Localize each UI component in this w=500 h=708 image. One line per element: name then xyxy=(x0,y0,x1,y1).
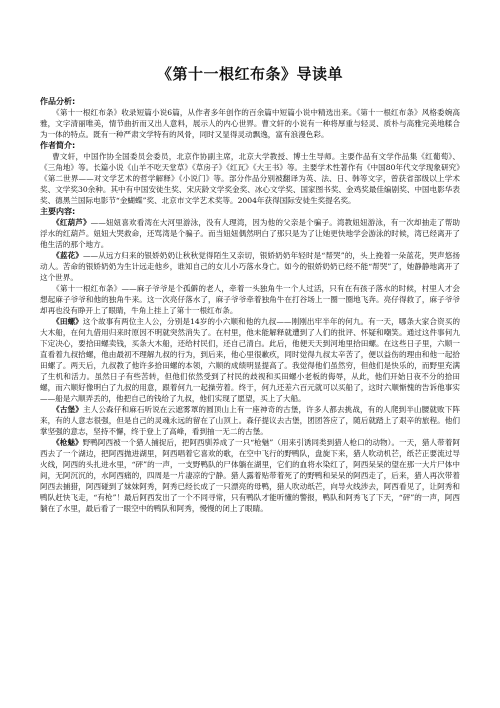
story-summary: ——妞妞喜欢看湾在大河里游泳，没有人理湾，因为他的父亲是个骗子。湾教妞妞游泳，有一次却抽走了帮助浮水的红葫芦。妞妞大哭救命，还骂湾是个骗子。而当妞妞偶然明白了那只是为了让她更快地学会游泳的时候，湾已经离开了他生活的那个地方。 xyxy=(40,218,460,249)
author-paragraph: 曹文轩，中国作协全国委员会委员，北京作协副主席，北京大学教授、博士生导师。主要作品有文学作品集《红葡萄》、《三角地》等。长篇小说《山羊不吃天堂草》《草房子》《红瓦》《大王书》等。主要学术性著作有《中国80年代文学现象研究》《第二世界——对文学艺术的哲学解释》《小说门》等。部分作品分别被翻译为英、法、日、韩等文字，曾获省部级以上学术奖、文学奖30余种。其中有中国安徒生奖、宋庆龄文学奖金奖、冰心文学奖、国家图书奖、金鸡奖最佳编剧奖、中国电影华表奖、德黑兰国际电影节“金蝴蝶”奖、北京市文学艺术奖等。2004年获得国际安徒生奖提名奖。 xyxy=(40,152,460,205)
story-summary: 野鸭阿西被一个猎人捕捉后，把阿西驯养成了一只“枪魅”（用来引诱同类到猎人枪口的动物）。一天，猎人带着阿西去了一个湖边，把阿西抛进湖里，阿西唱着它喜欢的歌，在空中飞行的野鸭队，盘旋下来，猎人吹动机芒，纸芒正要流过导火线，阿西的头扎进水里，“砰”的一声，一支野鸭队的尸体躺在湖里，它们的血将水染红了，阿西呆呆的望在那一大片尸体中间，无阿沉沉的，水阿西痛的，四周是一片凄凉的宁静。猎人露着贴带着死了的野鸭和呆呆的阿西走了，后来，猎人再次带着阿西去捕猎，阿西碰到了妹妹阿秀，阿秀已经长成了一只漂亮的母鸭，猎人吹动纸芒，向导火线涉去，阿西看见了，让阿秀和鸭队赶快飞走，“有枪”！最后阿西发出了一个不同寻常，只有鸭队才能听懂的警报，鸭队和阿秀飞了下天，“砰”的一声，阿西躺在了水里，最后看了一眼空中的鸭队和阿秀，慢慢的闭上了眼睛。 xyxy=(40,438,460,513)
document-title: 《第十一根红布条》导读单 xyxy=(156,65,343,83)
story-title: 《枪魅》 xyxy=(52,438,83,447)
story-title: 《古堡》 xyxy=(52,405,83,414)
story-ancient-castle xyxy=(40,404,460,437)
story-summary: 主人公森仔和麻石听说在云遮雾罩的圆顶山上有一座神奇的古堡，许多人都去挑战，有的人爬到半山腰就败下阵来，有的人意志很强，但是自己的灵魂永远的留在了山顶上。森仔提议去古堡，团团答应了，随后就踏上了艰辛的旅程。他们掌坚强的意志，坚持不懈，终于登上了高峰，看到抽一无二的古堡。 xyxy=(40,405,461,436)
story-title: 《田螺》 xyxy=(52,317,83,326)
story-gun-decoy xyxy=(40,437,460,514)
story-title: 《第十一根红布条》 xyxy=(52,284,122,293)
analysis-heading: 作品分析: xyxy=(40,97,76,106)
story-blue-flower xyxy=(40,250,460,283)
analysis-paragraph: 《第十一根红布条》收录短篇小说6篇，从作者多年创作的百余篇中短篇小说中精选出来。《第十一根红布条》风格委婉高雅，文字清丽唯美，情节曲折而又出人意料，展示人的内心世界。曹文轩的小说有一种将厚重与轻灵、质朴与高雅完美地糅合为一体的特点。既有一种严肃文学特有的风骨，同时又显得灵动飘逸，富有浪漫色彩。 xyxy=(40,108,460,139)
author-heading: 作者简介: xyxy=(40,141,76,150)
story-eleventh-red-cloth xyxy=(40,283,460,316)
content-heading: 主要内容: xyxy=(40,207,76,216)
story-summary: 这个故事有两位主人公，分别是14岁的小六顺和他的九叔——刚刚出牢半年的何九。有一天，哪条大家合资买的大木船，在何九借用归来时原因不明就突然消失了。在村里，他未能解释就遭到了人们的批评、怀疑和嘲笑。通过这件事何九下定决心，要拾田螺卖钱，买条大木船，还给村民们，还自己清白。此后，他便天天到河地里拾田螺。在这些日子里，六顺一直看着九叔拾螺，他由最初不理解九叔的行为，到后来，他心里很歉疚，同时觉得九叔太辛苦了，便以益伤的理由和他一起拾田螺了。两天后，九叔教了他许多拾田螺的本领，六顺的成绩明显提高了。我觉得他们虽然穷，但他们是快乐的，而野里充满了生机和活力。虽然日子有些苦转，但他们依然受到了村民的歧视和买田螺小老板的侮辱，从此，他们开始日夜不分的拾田螺，而六顺好像明白了九叔的用意，跟着何九一起操劳着。终于，何九还差六百元就可以买船了，这时六顺惭愧的告诉他事实——船是六顺弄丢的，他把自己的钱给了九叔，他们实现了愿望，买上了大船。 xyxy=(40,317,460,403)
story-title: 《蓝花》 xyxy=(52,251,83,260)
story-river-snail xyxy=(40,316,460,404)
story-red-gourd xyxy=(40,217,460,250)
story-summary: ——麻子爷爷是个孤僻的老人，牵着一头独角牛一个人过活，只有在有孩子落水的时候，村里人才会想起麻子爷爷和他的独角牛来。这一次亮仔落水了，麻子爷爷牵着独角牛在打谷场上一圈一圈地飞奔。亮仔得救了，麻子爷爷却再也没有睁开上了眼睛，牛角上挂上了第十一根红布条。 xyxy=(40,284,460,315)
story-summary: ——从远方归来的银娇奶奶让秋秋觉得陌生又亲切，银娇奶奶年轻时是“帮哭”的，头上挽着一朵蓝花，哭声悠扬动人。苦命的银娇奶奶为生计远走他乡，谁知自己的女儿小巧落水身亡。如今的银娇奶奶已经不能“帮哭”了，她静静地离开了这个世界。 xyxy=(40,251,460,282)
story-title: 《红葫芦》 xyxy=(52,218,91,227)
